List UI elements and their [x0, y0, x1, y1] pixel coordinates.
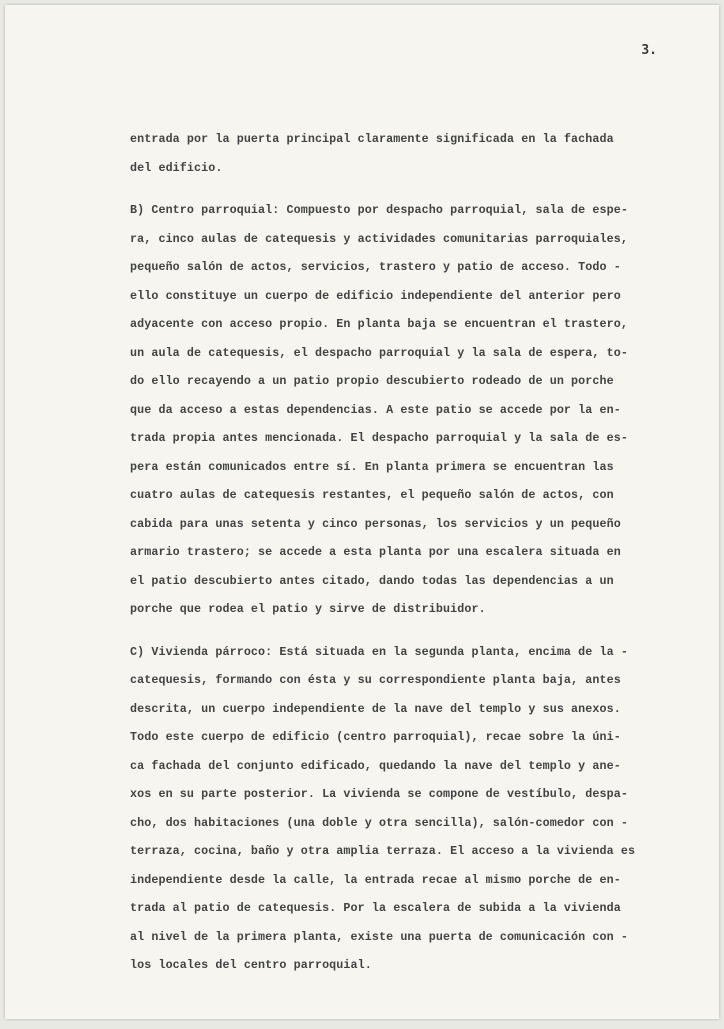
text-line: adyacente con acceso propio. En planta baja se encuentran el trastero, [130, 317, 628, 331]
text-line: entrada por la puerta principal claramente significada en la fachada [130, 132, 614, 146]
text-line: pera están comunicados entre sí. En planta primera se encuentran las [130, 459, 614, 474]
text-line: porche que rodea el patio y sirve de distribuidor. [130, 602, 486, 616]
text-line: pequeño salón de actos, servicios, trastero y patio de acceso. Todo - [130, 260, 621, 274]
text-line: independiente desde la calle, la entrada recae al mismo porche de en- [130, 872, 621, 887]
text-line: ca fachada del conjunto edificado, quedando la nave del templo y ane- [130, 758, 621, 773]
text-line: cho, dos habitaciones (una doble y otra sencilla), salón-comedor con - [130, 815, 628, 830]
text-line: trada al patio de catequesis. Por la escalera de subida a la vivienda [130, 901, 621, 915]
text-line: Todo este cuerpo de edificio (centro parroquial), recae sobre la úni- [130, 730, 621, 744]
page-number: 3. [641, 43, 657, 58]
text-line: ello constituye un cuerpo de edificio independiente del anterior pero [130, 288, 621, 303]
text-line: los locales del centro parroquial. [130, 958, 372, 972]
text-line: trada propia antes mencionada. El despacho parroquial y la sala de es- [130, 431, 628, 445]
text-line: do ello recayendo a un patio propio descubierto rodeado de un porche [130, 374, 614, 388]
text-line: el patio descubierto antes citado, dando todas las dependencias a un [130, 573, 614, 588]
text-line: un aula de catequesis, el despacho parroquial y la sala de espera, to- [130, 345, 628, 360]
intro-paragraph [130, 125, 670, 182]
text-line: al nivel de la primera planta, existe una puerta de comunicación con - [130, 929, 628, 944]
text-line: cuatro aulas de catequesis restantes, el pequeño salón de actos, con [130, 488, 614, 502]
text-line: que da acceso a estas dependencias. A este patio se accede por la en- [130, 402, 621, 417]
text-line: ra, cinco aulas de catequesis y actividades comunitarias parroquiales, [130, 231, 628, 246]
text-line: del edificio. [130, 160, 223, 175]
text-line: catequesis, formando con ésta y su correspondiente planta baja, antes [130, 673, 621, 687]
text-line: C) Vivienda párroco: Está situada en la segunda planta, encima de la - [130, 644, 628, 659]
document-page [5, 5, 719, 1019]
section-c-paragraph [130, 638, 670, 980]
section-b-paragraph [130, 196, 670, 624]
text-line: B) Centro parroquial: Compuesto por despacho parroquial, sala de espe- [130, 203, 628, 217]
text-line: terraza, cocina, baño y otra amplia terraza. El acceso a la vivienda es [130, 844, 636, 858]
document-body [130, 125, 670, 980]
text-line: armario trastero; se accede a esta planta por una escalera situada en [130, 545, 621, 559]
text-line: descrita, un cuerpo independiente de la nave del templo y sus anexos. [130, 701, 621, 716]
text-line: xos en su parte posterior. La vivienda se compone de vestíbulo, despa- [130, 787, 628, 801]
text-line: cabida para unas setenta y cinco personas, los servicios y un pequeño [130, 516, 621, 531]
